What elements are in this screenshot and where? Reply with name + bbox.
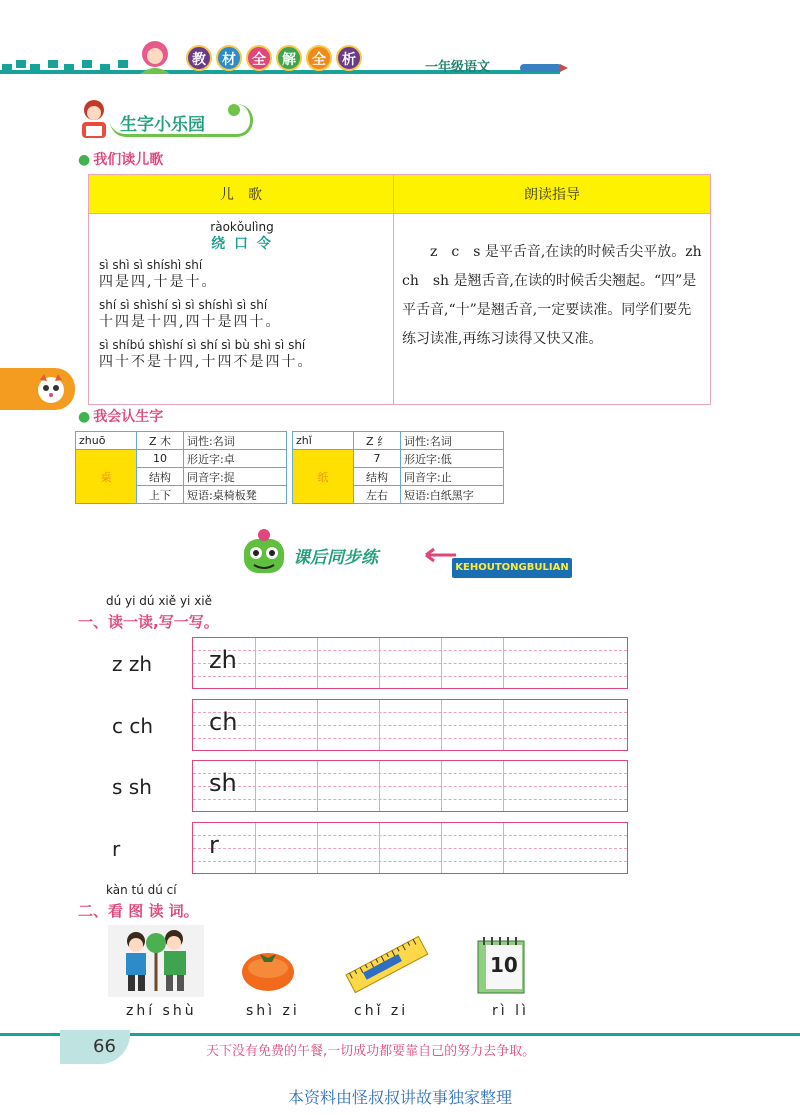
char-structure-label: 结构 [354, 468, 401, 486]
persimmon-icon [238, 942, 298, 994]
book-title-char: 全 [306, 45, 332, 71]
exercise1-pinyin: dú yi dú xiě yi xiě [106, 594, 213, 608]
exercise-banner-title: 课后同步练 [293, 548, 378, 568]
footer-credit: 本资料由怪叔叔讲故事独家整理 [287, 1088, 512, 1107]
chars-heading: ● 我会认生字 [78, 406, 163, 426]
picture-caption: zhí shù [126, 1003, 197, 1019]
char-initial: Z [148, 434, 157, 448]
char-homophone: 同音字:止 [401, 468, 504, 486]
char-phrase: 短语:白纸黑字 [401, 486, 504, 504]
reading-guide-text: z c s 是平舌音,在读的时候舌尖平放。zh ch sh 是翘舌音,在读的时候舌尖翘起。“四”是平舌音,“十”是翘舌音,一定要读准。同学们要先练习读准,再练习读得又快又准。 [402, 244, 716, 347]
side-tab [0, 368, 75, 410]
char-pos: 词性:名词 [184, 432, 287, 450]
char-structure: 左右 [354, 486, 401, 504]
char-radical: 纟 [377, 434, 389, 448]
picture-caption: chǐ zi [354, 1003, 409, 1019]
book-title-char: 材 [216, 45, 242, 71]
char-structure-label: 结构 [137, 468, 184, 486]
rhyme-cell [89, 214, 394, 405]
rhyme-line: 十四是十四,四十是四十。 [99, 314, 282, 330]
section-title: 生字小乐园 [120, 115, 205, 135]
book-title-char: 全 [246, 45, 272, 71]
char-homophone: 同音字:捉 [184, 468, 287, 486]
guide-cell [394, 214, 716, 405]
char-similar: 形近字:低 [401, 450, 504, 468]
rhyme-col-header: 儿 歌 [89, 175, 394, 214]
char-initial: Z [365, 434, 374, 448]
rhyme-line-pinyin: sì shíbú shìshí sì shí sì bù shì sì shí [99, 338, 306, 352]
footer-motto: 天下没有免费的午餐,一切成功都要靠自己的努力去争取。 [206, 1044, 536, 1059]
writing-grid[interactable] [192, 760, 628, 812]
sample-letters: ch [209, 708, 238, 736]
char-radical: 木 [160, 434, 172, 448]
rhyme-table [88, 174, 716, 405]
guide-col-header: 朗读指导 [394, 175, 711, 214]
fairy-mascot-icon [130, 34, 180, 84]
tree-planting-icon [108, 925, 204, 997]
picture-caption: shì zi [246, 1003, 300, 1019]
sample-letters: zh [209, 646, 237, 674]
practice-row-label: z zh [112, 652, 153, 676]
char-pos: 词性:名词 [401, 432, 504, 450]
monster-mascot-icon [238, 527, 290, 579]
rhyme-line-pinyin: shí sì shìshí sì sì shíshì sì shí [99, 298, 268, 312]
writing-grid[interactable] [192, 822, 628, 874]
sample-letters: r [209, 831, 219, 859]
char-card [75, 431, 287, 504]
fox-mascot-icon [34, 372, 68, 406]
exercise1-title: 一、读一读,写一写。 [78, 613, 219, 631]
exercise2-pinyin: kàn tú dú cí [106, 883, 177, 897]
writing-grid[interactable] [192, 699, 628, 751]
exercise-banner-tag: KEHOUTONGBULIAN [452, 558, 572, 578]
char-strokes: 7 [354, 450, 401, 468]
writing-grid[interactable] [192, 637, 628, 689]
char-similar: 形近字:卓 [184, 450, 287, 468]
rhyme-title: 绕 口 令 [211, 236, 273, 252]
rhyme-line: 四十不是十四,十四不是四十。 [99, 354, 314, 370]
rhyme-heading: ● 我们读儿歌 [78, 149, 163, 169]
pencil-icon [520, 64, 562, 72]
char-pinyin: zhǐ [293, 432, 354, 450]
sample-letters: sh [209, 769, 237, 797]
practice-row-label: r [112, 837, 121, 861]
char-pinyin: zhuō [76, 432, 137, 450]
char-big: 桌 [76, 450, 137, 504]
book-title-char: 教 [186, 45, 212, 71]
char-big: 纸 [293, 450, 354, 504]
rhyme-title-pinyin: ràokǒulìng [210, 220, 274, 234]
rhyme-line: 四是四,十是十。 [99, 274, 218, 290]
practice-row-label: c ch [112, 714, 154, 738]
calendar-number: 10 [490, 953, 518, 977]
ruler-icon [342, 933, 430, 997]
book-title-char: 析 [336, 45, 362, 71]
char-structure: 上下 [137, 486, 184, 504]
calendar-icon [476, 935, 528, 995]
practice-row-label: s sh [112, 775, 152, 799]
book-title-char: 解 [276, 45, 302, 71]
rhyme-line-pinyin: sì shì sì shíshì shí [99, 258, 203, 272]
girl-reading-icon [76, 98, 112, 140]
exercise2-title: 二、看 图 读 词。 [78, 902, 199, 920]
char-card [292, 431, 504, 504]
subject-label: 一年级语文 [425, 60, 491, 75]
char-phrase: 短语:桌椅板凳 [184, 486, 287, 504]
page-number: 66 [60, 1030, 130, 1064]
leaf-dot-icon [228, 104, 240, 116]
picture-caption: rì lì [492, 1003, 529, 1019]
char-strokes: 10 [137, 450, 184, 468]
